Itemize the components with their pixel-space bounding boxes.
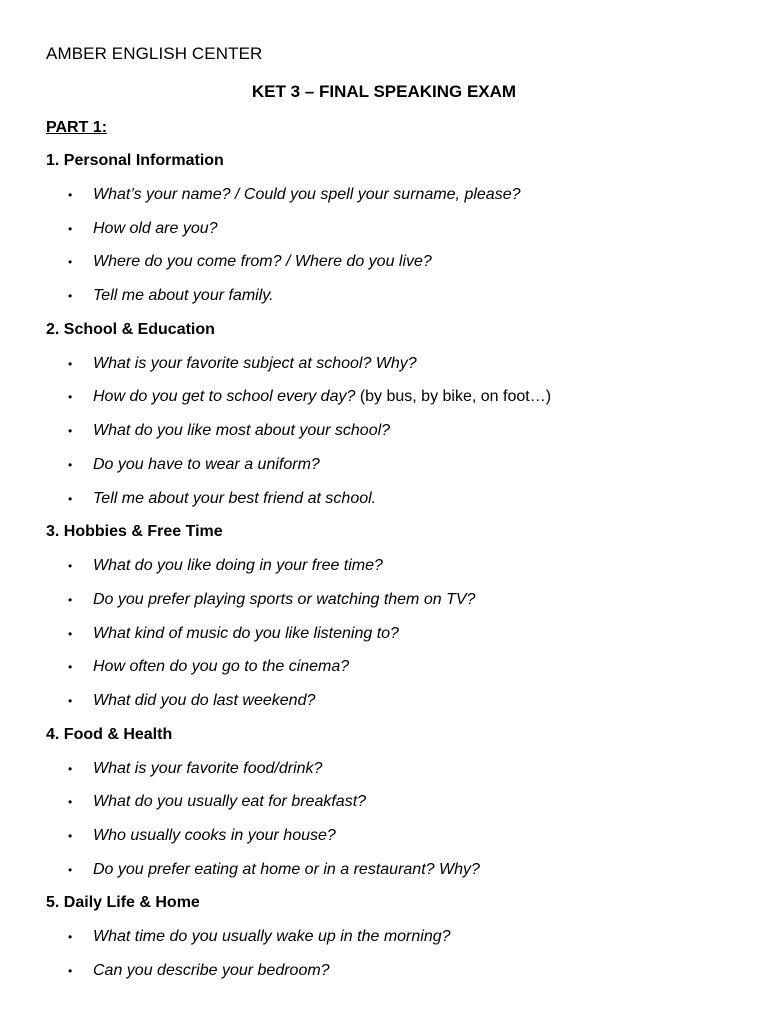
question-sections <box>0 150 768 994</box>
question-item <box>0 420 768 454</box>
bullet-icon: • <box>68 829 73 843</box>
bullet-icon: • <box>68 255 73 270</box>
question-text: What is your favorite food/drink? <box>93 759 323 777</box>
question-item <box>0 859 768 893</box>
question-item <box>0 454 768 488</box>
question-note: (by bus, by bike, on foot…) <box>355 388 552 406</box>
question-text: What do you like most about your school? <box>93 422 391 440</box>
part-label: PART 1: <box>46 119 108 136</box>
section-title: 5. Daily Life & Home <box>46 894 200 912</box>
question-item <box>0 386 768 420</box>
bullet-icon: • <box>68 693 73 708</box>
question-text: What did you do last weekend? <box>93 691 316 709</box>
bullet-icon: • <box>68 559 73 574</box>
question-text: Tell me about your family. <box>93 287 274 305</box>
question-item <box>0 218 768 252</box>
bullet-icon: • <box>68 660 73 675</box>
bullet-icon: • <box>68 289 73 304</box>
question-item <box>0 690 768 724</box>
bullet-icon: • <box>68 221 73 236</box>
section-title: 1. Personal Information <box>46 152 224 169</box>
section-title: 2. School & Education <box>46 320 215 338</box>
bullet-icon: • <box>68 457 73 472</box>
bullet-icon: • <box>68 964 73 979</box>
question-text: How often do you go to the cinema? <box>93 658 350 676</box>
question-item <box>0 251 768 285</box>
exam-title: KET 3 – FINAL SPEAKING EXAM <box>251 82 517 101</box>
bullet-icon: • <box>68 862 73 877</box>
question-item <box>0 488 768 522</box>
bullet-icon: • <box>68 761 73 776</box>
question-text: What’s your name? / Could you spell your surname, please? <box>93 186 521 203</box>
question-item <box>0 623 768 657</box>
bullet-icon: • <box>68 390 73 405</box>
question-item <box>0 184 768 218</box>
question-text: Do you prefer eating at home or in a restaurant? Why? <box>93 860 480 878</box>
question-item <box>0 589 768 623</box>
question-text: Who usually cooks in your house? <box>93 827 336 844</box>
bullet-icon: • <box>68 424 73 439</box>
question-item <box>0 656 768 690</box>
bullet-icon: • <box>68 491 73 506</box>
bullet-icon: • <box>68 356 73 371</box>
section-title: 3. Hobbies & Free Time <box>46 523 223 541</box>
question-text: Do you prefer playing sports or watching them on TV? <box>93 590 476 608</box>
question-item <box>0 758 768 792</box>
school-name: AMBER ENGLISH CENTER <box>46 44 263 63</box>
question-text: Tell me about your best friend at school. <box>93 489 377 507</box>
question-text: What do you like doing in your free time? <box>93 557 383 575</box>
bullet-icon: • <box>68 592 73 607</box>
question-text: How old are you? <box>93 219 218 237</box>
question-item <box>0 555 768 589</box>
question-text: What is your favorite subject at school? Why? <box>93 354 417 372</box>
section-title: 4. Food & Health <box>46 725 173 743</box>
question-text: Where do you come from? / Where do you live? <box>93 253 432 271</box>
question-text: What time do you usually wake up in the morning? <box>93 928 451 946</box>
question-item <box>0 926 768 960</box>
question-text: Can you describe your bedroom? <box>93 962 330 980</box>
question-item <box>0 353 768 387</box>
bullet-icon: • <box>68 930 73 945</box>
question-item <box>0 285 768 319</box>
bullet-icon: • <box>68 188 73 202</box>
question-text: What kind of music do you like listening to? <box>93 624 399 642</box>
bullet-icon: • <box>68 626 73 641</box>
question-text: How do you get to school every day? <box>93 388 356 406</box>
question-text: What do you usually eat for breakfast? <box>93 793 367 811</box>
question-item <box>0 825 768 859</box>
question-item <box>0 960 768 994</box>
question-text: Do you have to wear a uniform? <box>93 455 320 473</box>
bullet-icon: • <box>68 795 73 810</box>
question-item <box>0 791 768 825</box>
